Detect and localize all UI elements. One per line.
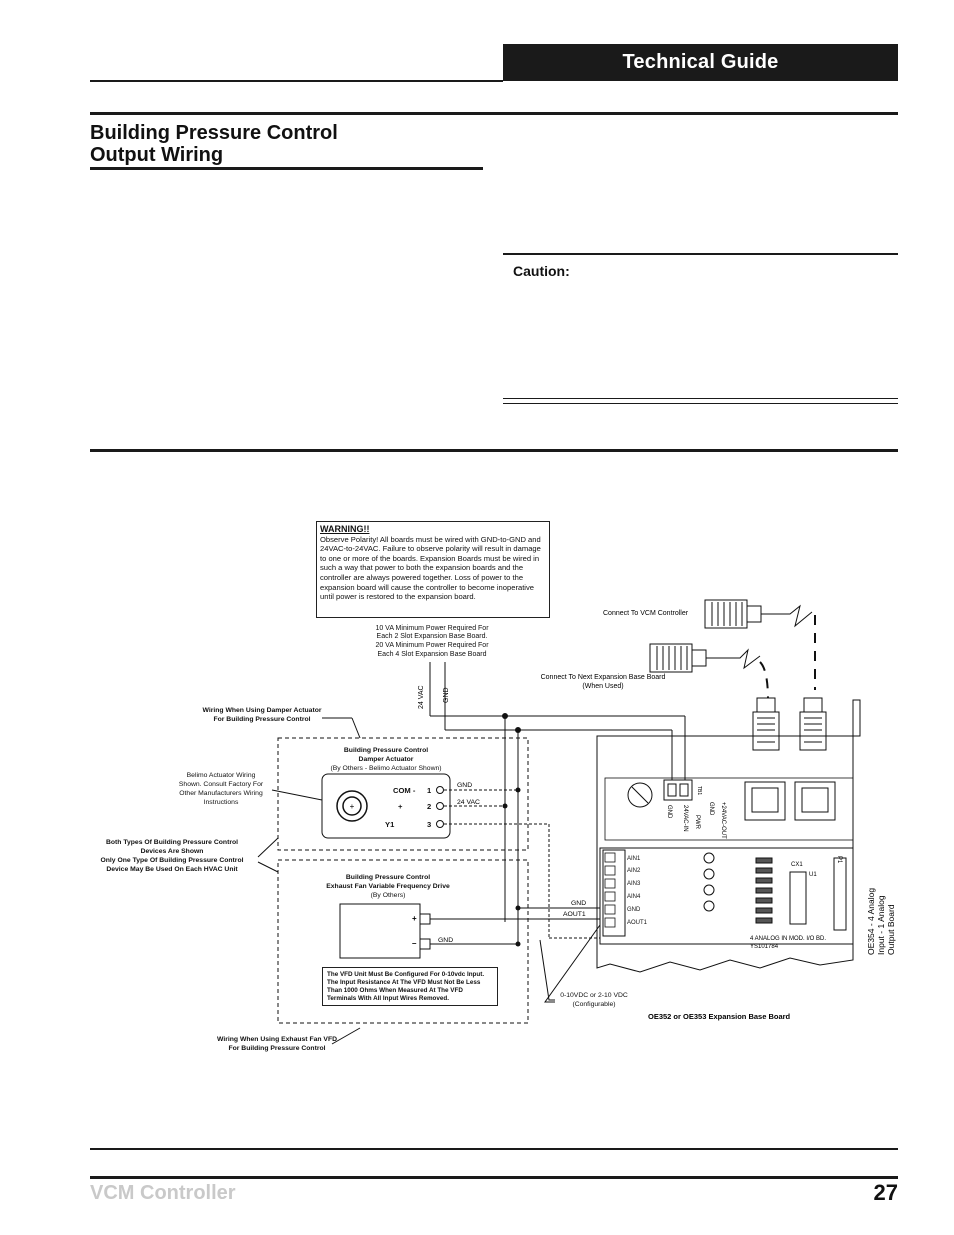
mod-part: YS101784 [750,944,779,950]
both-types-2: Devices Are Shown [140,848,204,855]
terminal-ain4: AIN4 [627,894,641,900]
vdc-note-2: (Configurable) [572,1001,616,1008]
mod-label: 4 ANALOG IN MOD. I/O BD. [750,936,827,942]
power-note-3: 20 VA Minimum Power Required For [375,642,489,649]
power-note-4: Each 4 Slot Expansion Base Board [377,651,487,658]
wiring-vfd-2: For Building Pressure Control [228,1045,326,1052]
svg-text:+: + [349,802,355,811]
cx1-label: CX1 [791,862,803,868]
section-title: Technical Guide [622,51,779,73]
board-pwr: PWR [694,815,700,829]
p1-label: P1 [836,856,842,864]
y1-label: Y1 [385,820,395,829]
board-gnd-2: GND [708,802,714,816]
vfd-title-1: Building Pressure Control [345,874,431,881]
connect-next-label-2: (When Used) [582,683,624,690]
plus-label: + [398,802,403,811]
com-label: COM - [393,786,416,795]
t3-label: 3 [427,820,432,829]
terminal-ain1: AIN1 [627,856,641,862]
board-aout1-wire: AOUT1 [563,911,586,918]
vdc-note-1: 0-10VDC or 2-10 VDC [560,992,628,999]
footer-rule-1 [90,1148,898,1150]
damper-title-3: (By Others - Belimo Actuator Shown) [330,765,442,772]
wiring-damper-1: Wiring When Using Damper Actuator [202,707,322,714]
damper-title-1: Building Pressure Control [343,747,429,754]
label-gnd-vertical: GND [443,687,450,703]
rj-plug-vertical-2 [800,698,826,750]
rj-plug-vcm [705,600,761,628]
label-24vac-vertical: 24 VAC [418,685,425,709]
both-types-1: Both Types Of Building Pressure Control [105,839,239,846]
connect-next-label-1: Connect To Next Expansion Base Board [540,674,666,681]
tb1-label: TB1 [696,786,702,796]
wire-gnd-label: GND [457,782,473,789]
both-types-4: Device May Be Used On Each HVAC Unit [106,866,238,873]
belimo-note-1: Belimo Actuator Wiring [186,772,256,779]
page-title-line-2: Output Wiring [90,144,224,166]
belimo-note-3: Other Manufacturers Wiring [179,790,263,797]
rj-plug-vertical-1 [753,698,779,750]
u1-label: U1 [809,872,817,878]
damper-title-2: Damper Actuator [358,756,414,763]
both-types-3: Only One Type Of Building Pressure Control [100,857,244,864]
base-board-label: OE352 or OE353 Expansion Base Board [648,1012,791,1021]
footer-rule-2 [90,1176,898,1179]
footer-product: VCM Controller [90,1182,236,1204]
board-24vac-in: 24VAC-IN [682,805,688,832]
terminal-ain2: AIN2 [627,868,641,874]
vfd-title-2: Exhaust Fan Variable Frequency Drive [326,883,450,890]
vfd-minus: – [412,939,417,948]
power-note-1: 10 VA Minimum Power Required For [375,625,489,632]
belimo-note-4: Instructions [203,799,239,806]
io-board-label-3: Output Board [886,904,896,955]
vfd-plus: + [412,914,417,923]
warning-text: Observe Polarity! All boards must be wired with GND-to-GND and 24VAC-to-24VAC. Failure to observe polarity will result in damage to one or more of the boards. Expansion Boards must be wired in such a way that power to both the expansion boards and the controller are always powered together. Loss of power to the expansion board will cause the controller to become inoperative until power is restored to the expansion board. [320,534,541,602]
board-24vac-out: +24VAC-OUT [720,802,726,839]
vfd-title-3: (By Others) [370,892,406,899]
wire-24vac-label: 24 VAC [457,799,480,806]
t1-label: 1 [427,786,432,795]
warning-title: WARNING!! [320,524,370,534]
io-board-label-2: Input - 1 Analog [876,895,886,955]
page-number: 27 [873,1180,898,1205]
vfd-unit [340,904,420,958]
terminal-ain3: AIN3 [627,881,641,887]
belimo-note-2: Shown. Consult Factory For [178,781,264,788]
t2-label: 2 [427,802,432,811]
io-board-label-1: OE354 - 4 Analog [866,887,876,955]
terminal-gnd: GND [627,907,641,913]
board-gnd-label: GND [666,805,672,819]
wiring-vfd-1: Wiring When Using Exhaust Fan VFD [216,1036,338,1043]
connect-vcm-label: Connect To VCM Controller [603,610,689,617]
rj-plug-next [650,644,706,672]
board-gnd-wire: GND [571,900,587,907]
terminal-aout1: AOUT1 [627,920,648,926]
power-note-2: Each 2 Slot Expansion Base Board. [376,633,488,640]
vfd-gnd-label: GND [438,937,454,944]
vfd-note-text: The VFD Unit Must Be Configured For 0-10vdc Input. The Input Resistance At The VFD Must Not Be Less Than 1000 Ohms When Measured At The VFD Terminals With All Input Wires Removed. [327,971,485,1002]
page-title-line-1: Building Pressure Control [90,122,338,144]
wiring-damper-2: For Building Pressure Control [213,716,311,723]
caution-label: Caution: [513,263,570,279]
